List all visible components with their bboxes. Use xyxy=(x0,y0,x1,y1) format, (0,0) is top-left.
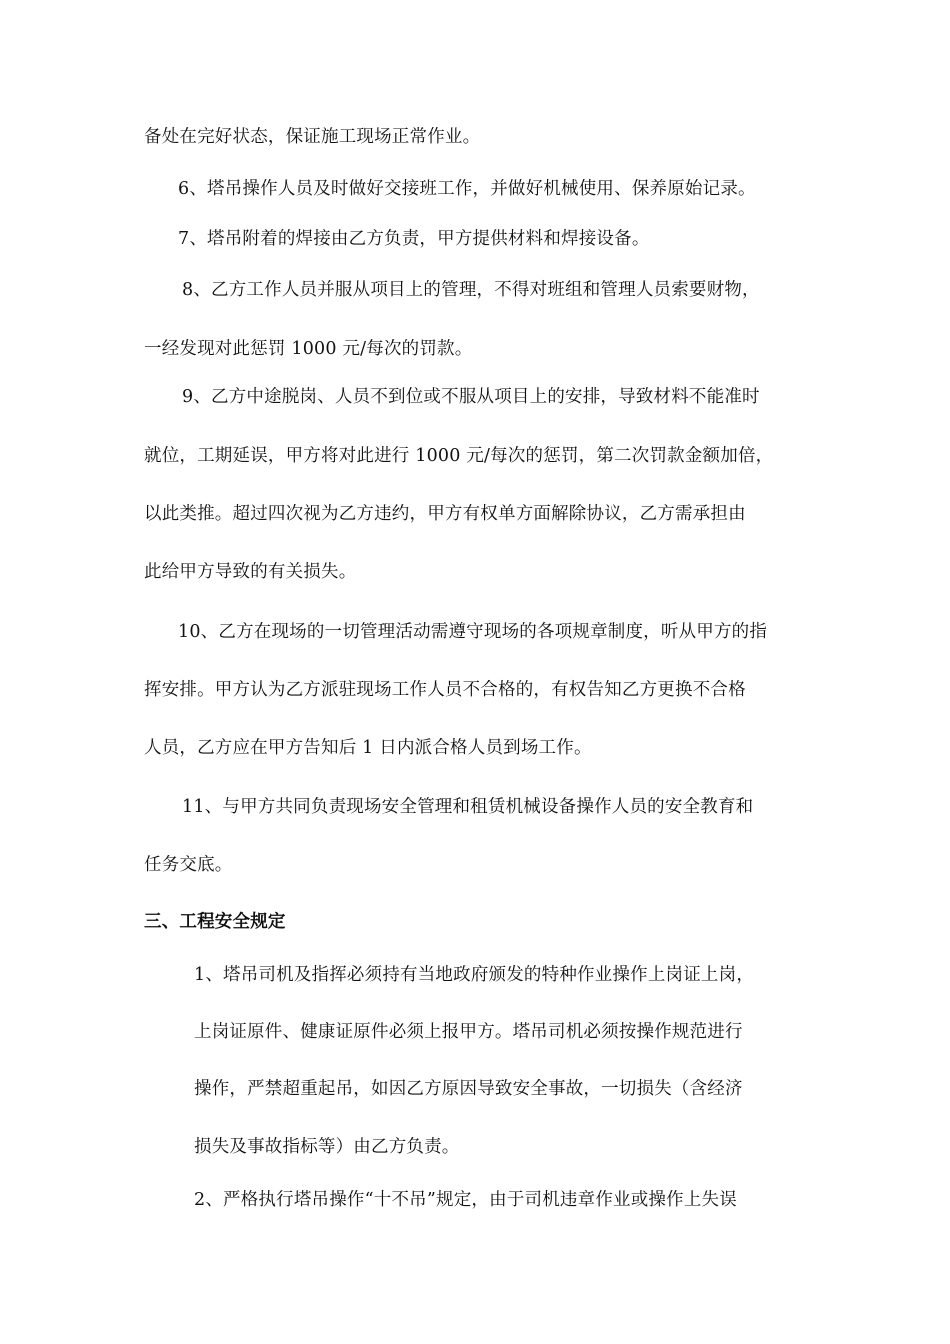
text-line: 一经发现对此惩罚 1000 元/每次的罚款。 xyxy=(144,339,473,359)
text-line: 挥安排。甲方认为乙方派驻现场工作人员不合格的，有权告知乙方更换不合格 xyxy=(144,680,746,700)
text-line: 操作，严禁超重起吊，如因乙方原因导致安全事故，一切损失（含经济 xyxy=(194,1079,743,1099)
text-line: 2、严格执行塔吊操作“十不吊”规定，由于司机违章作业或操作上失误 xyxy=(194,1190,737,1210)
text-line: 就位，工期延误，甲方将对此进行 1000 元/每次的惩罚，第二次罚款金额加倍， xyxy=(144,446,774,466)
section-heading: 三、工程安全规定 xyxy=(144,912,286,932)
text-line: 6、塔吊操作人员及时做好交接班工作，并做好机械使用、保养原始记录。 xyxy=(178,179,756,199)
text-line: 损失及事故指标等）由乙方负责。 xyxy=(194,1137,460,1157)
text-line: 人员，乙方应在甲方告知后 1 日内派合格人员到场工作。 xyxy=(144,738,592,758)
text-line: 8、乙方工作人员并服从项目上的管理，不得对班组和管理人员索要财物， xyxy=(182,280,760,300)
text-line: 上岗证原件、健康证原件必须上报甲方。塔吊司机必须按操作规范进行 xyxy=(194,1022,743,1042)
text-line: 任务交底。 xyxy=(144,855,233,875)
text-line: 11、与甲方共同负责现场安全管理和租赁机械设备操作人员的安全教育和 xyxy=(182,797,754,817)
text-line: 以此类推。超过四次视为乙方违约，甲方有权单方面解除协议，乙方需承担由 xyxy=(144,504,746,524)
text-line: 9、乙方中途脱岗、人员不到位或不服从项目上的安排，导致材料不能准时 xyxy=(182,387,760,407)
text-line: 此给甲方导致的有关损失。 xyxy=(144,562,357,582)
text-line: 1、塔吊司机及指挥必须持有当地政府颁发的特种作业操作上岗证上岗， xyxy=(194,965,755,985)
text-line: 10、乙方在现场的一切管理活动需遵守现场的各项规章制度，听从甲方的指 xyxy=(178,622,768,642)
text-line: 7、塔吊附着的焊接由乙方负责，甲方提供材料和焊接设备。 xyxy=(178,229,650,249)
text-line: 备处在完好状态，保证施工现场正常作业。 xyxy=(144,127,481,147)
